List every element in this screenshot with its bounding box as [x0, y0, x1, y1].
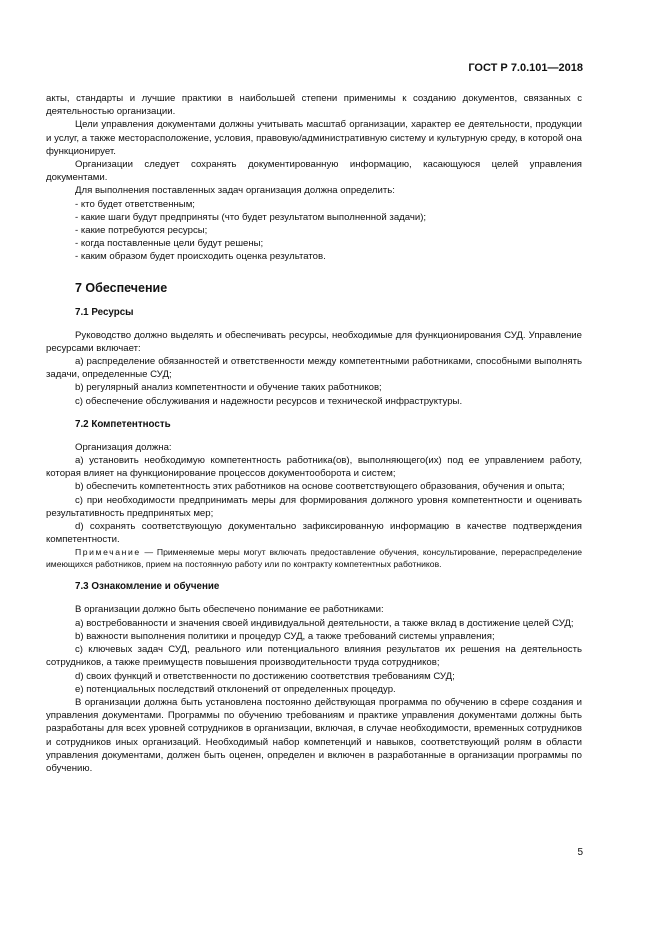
list-item: b) важности выполнения политики и процедур СУД, а также требований системы управления;	[75, 630, 495, 642]
note-label: Примечание	[75, 547, 141, 558]
paragraph: В организации должно быть обеспечено понимание ее работниками:	[75, 604, 384, 616]
paragraph: Для выполнения поставленных задач организация должна определить:	[75, 185, 395, 197]
list-item: - какие потребуются ресурсы;	[75, 225, 208, 237]
note-text: — Применяемые меры могут включать предоставление обучения, консультирование, перераспределение имеющихся работников, прием на постоянную работу или по контракту компетентных работников.	[46, 547, 582, 570]
subsection-heading-7-2: 7.2 Компетентность	[75, 418, 171, 430]
paragraph: Цели управления документами должны учитывать масштаб организации, характер ее деятельности, продукции и услуг, а также месторасположение, условия, правовую/административную систему и культурную среду, в которой она функционирует.	[46, 119, 582, 157]
document-id-header: ГОСТ Р 7.0.101—2018	[468, 62, 583, 74]
list-item: - какие шаги будут предприняты (что будет результатом выполненной задачи);	[75, 211, 427, 223]
list-item: c) при необходимости предпринимать меры для формирования должного уровня компетентности и оценивать результативность предпринятых мер;	[46, 494, 582, 519]
list-item: - каким образом будет происходить оценка результатов.	[75, 251, 326, 263]
list-item: - кто будет ответственным;	[75, 198, 195, 210]
list-item: - когда поставленные цели будут решены;	[75, 238, 264, 250]
subsection-heading-7-1: 7.1 Ресурсы	[75, 306, 134, 318]
paragraph: Организация должна:	[75, 441, 172, 453]
paragraph: Руководство должно выделять и обеспечивать ресурсы, необходимые для функционирования СУД. Управление ресурсами включает:	[46, 329, 582, 354]
list-item: e) потенциальных последствий отклонений от определенных процедур.	[75, 683, 396, 695]
page-number: 5	[577, 847, 583, 858]
paragraph: В организации должна быть установлена постоянно действующая программа по обучению в сфере создания и управления документами. Программы по обучению требованиям и практике управления документами должны быть разработаны для всех уровней сотрудников в организации, включая, в случае необходимости, временных сотрудников и сотрудников иных организаций. Необходимый набор компетенций и навыков, соответствующий ролям в области управления документами, должен быть оценен, определен и включен в разработанные в организации программы по обучению.	[46, 696, 582, 774]
subsection-heading-7-3: 7.3 Ознакомление и обучение	[75, 581, 220, 593]
paragraph: акты, стандарты и лучшие практики в наибольшей степени применимы к созданию документов, связанных с деятельностью организации.	[46, 93, 582, 118]
list-item: c) ключевых задач СУД, реального или потенциального влияния результатов их решения на деятельность сотрудников, а также преимуществ повышения производительности труда сотрудников;	[46, 644, 582, 669]
paragraph: Организации следует сохранять документированную информацию, касающуюся целей управления документами.	[46, 159, 582, 184]
list-item: a) установить необходимую компетентность работника(ов), выполняющего(их) под ее управлением работу, которая влияет на функционирование процессов документооборота и систем;	[46, 455, 582, 480]
section-heading-7: 7 Обеспечение	[75, 280, 168, 295]
list-item: c) обеспечение обслуживания и надежности ресурсов и технической инфраструктуры.	[75, 395, 463, 407]
document-body	[46, 92, 582, 775]
list-item: b) обеспечить компетентность этих работников на основе соответствующего образования, обучения и опыта;	[75, 481, 565, 493]
list-item: a) распределение обязанностей и ответственности между компетентными работниками, способными выполнять задачи, определенные СУД;	[46, 356, 582, 381]
list-item: b) регулярный анализ компетентности и обучение таких работников;	[75, 382, 382, 394]
list-item: d) своих функций и ответственности по достижению соответствия требованиям СУД;	[75, 670, 455, 682]
list-item: d) сохранять соответствующую документально зафиксированную информацию в качестве подтверждения компетентности.	[46, 521, 582, 546]
note	[46, 546, 582, 570]
list-item: a) востребованности и значения своей индивидуальной деятельности, а также вклад в достижение целей СУД;	[75, 617, 574, 629]
